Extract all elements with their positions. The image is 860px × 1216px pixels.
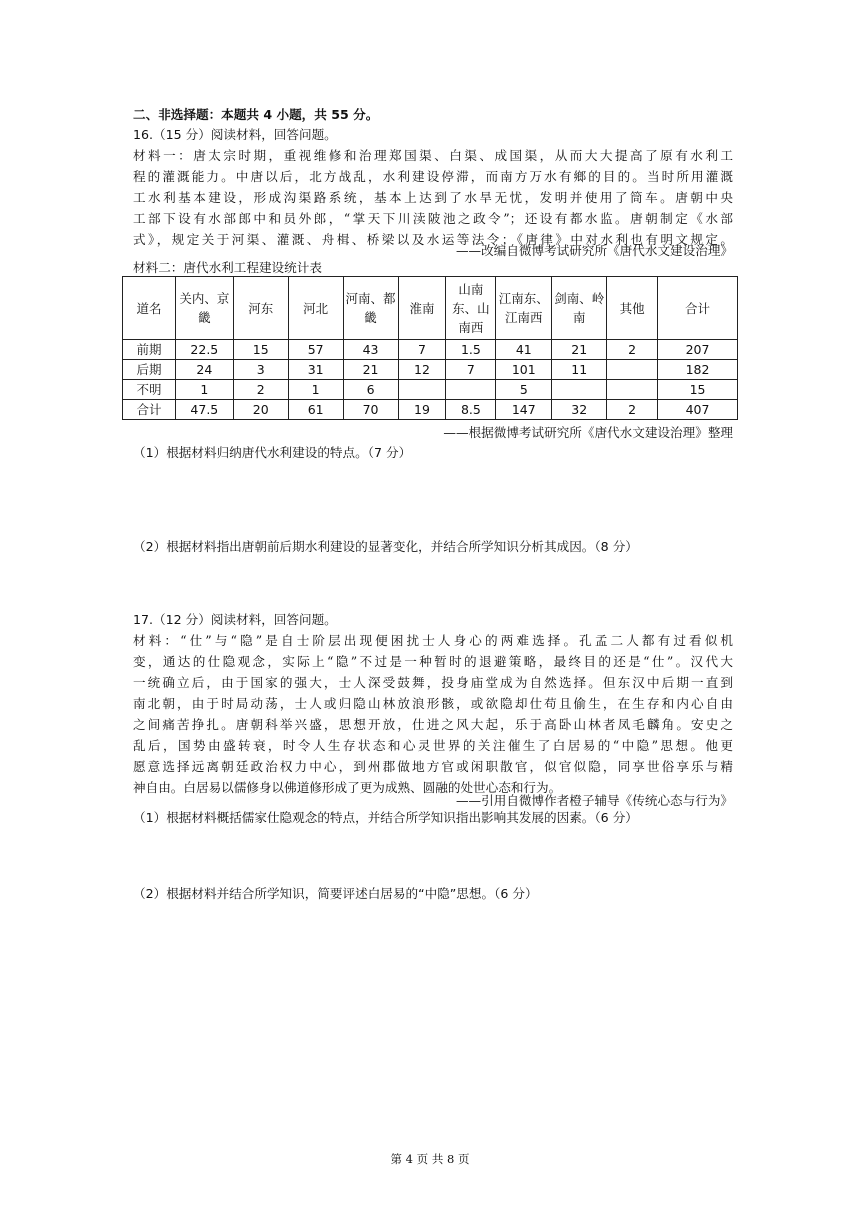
q17-material-line: 南北朝，由于时局动荡，士人或归隐山林放浪形骸，或欲隐却仕苟且偷生，在生存和内心自由 [133,696,733,711]
table-cell [398,380,446,400]
table-row [123,360,738,380]
table-header-cell: 其他 [607,277,658,340]
table-cell: 407 [658,400,738,420]
section-header: 二、非选择题：本题共 4 小题，共 55 分。 [133,107,379,122]
q17-material-source: ——引用自微博作者橙子辅导《传统心态与行为》 [455,793,733,808]
table-cell [607,380,658,400]
q16-material1-line: 式》，规定关于河渠、灌溉、舟楫、桥梁以及水运等法令；《唐律》中对水利也有明文规定。 [133,232,733,247]
table-cell: 8.5 [446,400,496,420]
table-cell: 147 [496,400,552,420]
table-cell: 70 [343,400,398,420]
table-header-row [123,277,738,340]
table-cell: 5 [496,380,552,400]
table-cell: 41 [496,340,552,360]
table-header-cell: 河东 [233,277,288,340]
table-header-cell: 剑南、岭南 [552,277,607,340]
table-cell: 合计 [123,400,176,420]
table-cell: 2 [233,380,288,400]
q16-material1-source: ——改编自微博考试研究所《唐代水文建设治理》 [455,243,733,258]
table-cell: 22.5 [175,340,233,360]
q16-title: 16.（15 分）阅读材料，回答问题。 [133,127,337,142]
table-cell: 1 [288,380,343,400]
q17-material-line: 变，通达的仕隐观念，实际上“隐”不过是一种暂时的退避策略，最终目的还是“仕”。汉代大 [133,654,733,669]
q17-material-line: 乱后，国势由盛转衰，时令人生存状态和心灵世界的关注催生了白居易的“中隐”思想。他更 [133,738,733,753]
table-cell [607,360,658,380]
table-cell: 31 [288,360,343,380]
q17-material-line: 材料：“仕”与“隐”是自士阶层出现便困扰士人身心的两难选择。孔孟二人都有过看似机 [133,633,733,648]
table-cell: 11 [552,360,607,380]
table-cell: 3 [233,360,288,380]
q16-subquestion-1: （1）根据材料归纳唐代水利建设的特点。（7 分） [133,445,412,460]
table-header-cell: 合计 [658,277,738,340]
table-header-cell: 道名 [123,277,176,340]
q17-material-line: 愿意选择远离朝廷政治权力中心，到州郡做地方官或闲职散官，似官似隐，同享世俗享乐与精 [133,759,733,774]
q17-subquestion-2: （2）根据材料并结合所学知识，简要评述白居易的“中隐”思想。（6 分） [133,886,538,901]
table-cell: 24 [175,360,233,380]
table-cell: 6 [343,380,398,400]
table-cell: 47.5 [175,400,233,420]
q17-material-line: 神自由。白居易以儒修身以佛道修形成了更为成熟、圆融的处世心态和行为。 [133,780,562,795]
q16-material1-line: 工部下设有水部郎中和员外郎，“掌天下川渎陂池之政令”；还设有都水监。唐朝制定《水部 [133,211,733,226]
table-cell: 15 [233,340,288,360]
table-header-cell: 江南东、江南西 [496,277,552,340]
table-cell: 21 [552,340,607,360]
table-cell: 182 [658,360,738,380]
table-cell: 101 [496,360,552,380]
table-cell: 2 [607,340,658,360]
table-cell: 15 [658,380,738,400]
q16-material2-title: 材料二：唐代水利工程建设统计表 [133,260,322,275]
q16-material1-line: 程的灌溉能力。中唐以后，北方战乱，水利建设停滞，而南方万水有鄉的目的。当时所用灌溉 [133,169,733,184]
table-header-cell: 淮南 [398,277,446,340]
table-cell [446,380,496,400]
table-header-cell: 山南东、山南西 [446,277,496,340]
q16-material1-line: 工水利基本建设，形成沟渠路系统，基本上达到了水旱无忧，发明并使用了筒车。唐朝中央 [133,190,733,205]
q17-title: 17.（12 分）阅读材料，回答问题。 [133,612,337,627]
table-header-cell: 河南、都畿 [343,277,398,340]
table-cell: 57 [288,340,343,360]
table-cell: 后期 [123,360,176,380]
table-cell: 32 [552,400,607,420]
q16-material1-line: 材料一：唐太宗时期，重视维修和治理郑国渠、白渠、成国渠，从而大大提高了原有水利工 [133,148,733,163]
table-cell: 12 [398,360,446,380]
q17-subquestion-1: （1）根据材料概括儒家仕隐观念的特点，并结合所学知识指出影响其发展的因素。（6 分） [133,810,638,825]
table-cell: 1 [175,380,233,400]
table-cell: 19 [398,400,446,420]
table-row [123,380,738,400]
q16-material2-source: ——根据微博考试研究所《唐代水文建设治理》整理 [443,425,733,440]
table-cell: 前期 [123,340,176,360]
table-header-cell: 河北 [288,277,343,340]
table-cell: 43 [343,340,398,360]
statistics-table [122,276,738,420]
table-cell: 21 [343,360,398,380]
table-row [123,400,738,420]
table-cell: 1.5 [446,340,496,360]
table-cell: 207 [658,340,738,360]
table-row [123,340,738,360]
table-header-cell: 关内、京畿 [175,277,233,340]
table-cell: 7 [446,360,496,380]
q16-subquestion-2: （2）根据材料指出唐朝前后期水利建设的显著变化，并结合所学知识分析其成因。（8 分） [133,539,638,554]
table-cell: 2 [607,400,658,420]
q17-material-line: 之间痛苦挣扎。唐朝科举兴盛，思想开放，仕进之风大起，乐于高卧山林者凤毛麟角。安史之 [133,717,733,732]
table-cell: 不明 [123,380,176,400]
table-cell: 7 [398,340,446,360]
q17-material-line: 一统确立后，由于国家的强大，士人深受鼓舞，投身庙堂成为自然选择。但东汉中后期一直到 [133,675,733,690]
page-footer: 第 4 页 共 8 页 [390,1152,470,1166]
table-cell [552,380,607,400]
table-cell: 20 [233,400,288,420]
table-cell: 61 [288,400,343,420]
